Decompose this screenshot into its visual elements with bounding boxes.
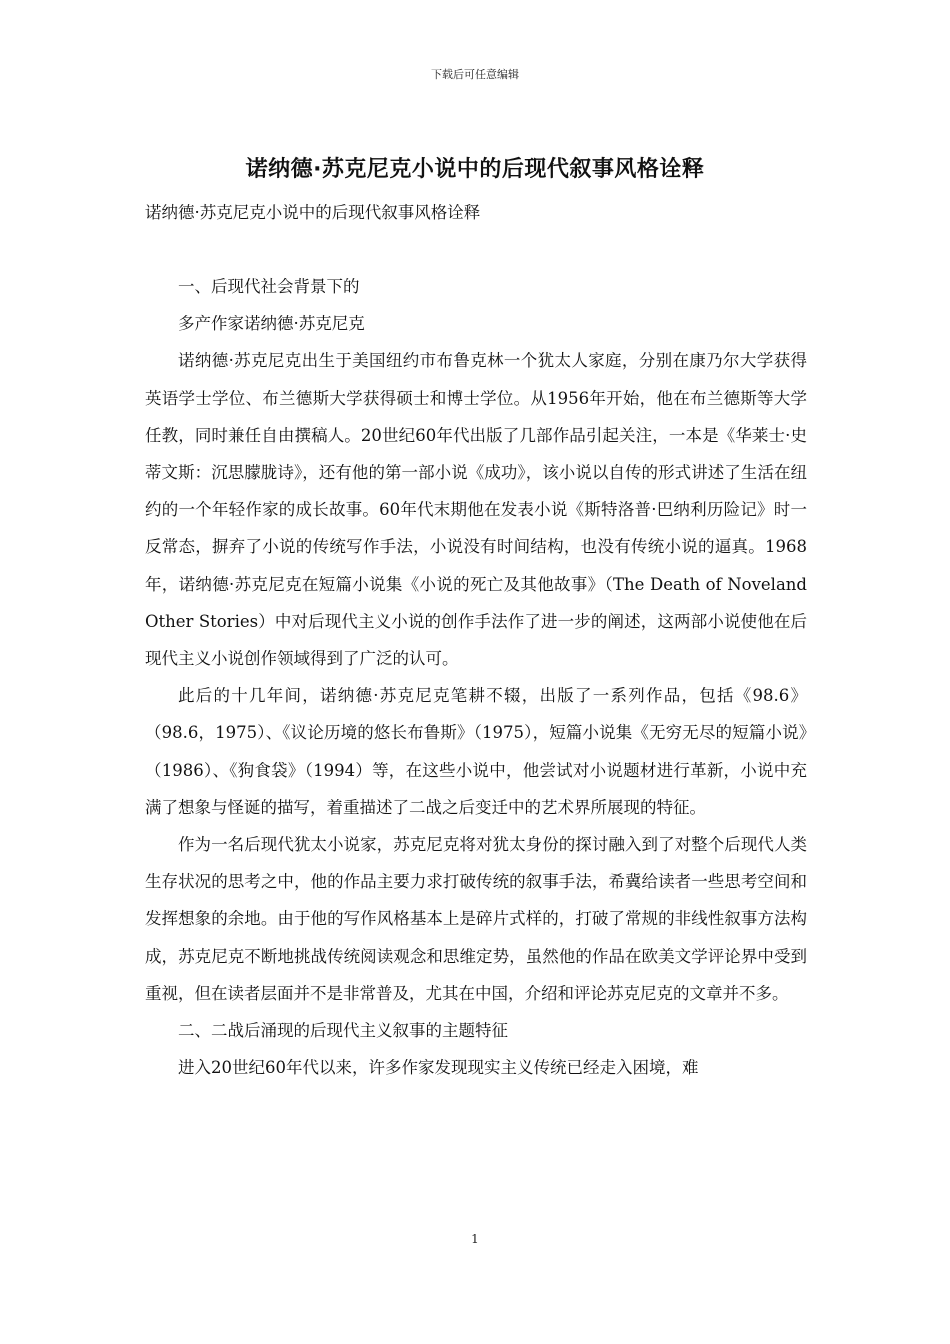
body-paragraph: 此后的十几年间，诺纳德·苏克尼克笔耕不辍，出版了一系列作品，包括《98.6》（98.6，1975）、《议论历境的悠长布鲁斯》（1975），短篇小说集《无穷无尽的短篇小说》（1986）、《狗食袋》（1994）等，在这些小说中，他尝试对小说题材进行革新，小说中充满了想象与怪诞的描写，着重描述了二战之后变迁中的艺术界所展现的特征。 xyxy=(145,686,807,817)
page-number: 1 xyxy=(471,1232,479,1246)
body-paragraph: 进入20世纪60年代以来，许多作家发现现实主义传统已经走入困境，难 xyxy=(178,1058,699,1078)
section-heading: 二、二战后涌现的后现代主义叙事的主题特征 xyxy=(178,1021,508,1041)
body-paragraph: 作为一名后现代犹太小说家，苏克尼克将对犹太身份的探讨融入到了对整个后现代人类生存状况的思考之中，他的作品主要力求打破传统的叙事手法，希冀给读者一些思考空间和发挥想象的余地。由于他的写作风格基本上是碎片式样的，打破了常规的非线性叙事方法构成，苏克尼克不断地挑战传统阅读观念和思维定势，虽然他的作品在欧美文学评论界中受到重视，但在读者层面并不是非常普及，尤其在中国，介绍和评论苏克尼克的文章并不多。 xyxy=(145,835,807,1003)
section-heading: 一、后现代社会背景下的 xyxy=(178,277,360,296)
section-subheading: 多产作家诺纳德·苏克尼克 xyxy=(178,314,365,334)
document-subtitle: 诺纳德·苏克尼克小说中的后现代叙事风格诠释 xyxy=(145,203,481,222)
document-title: 诺纳德·苏克尼克小说中的后现代叙事风格诠释 xyxy=(245,157,705,182)
body-paragraph: 诺纳德·苏克尼克出生于美国纽约市布鲁克林一个犹太人家庭，分别在康乃尔大学获得英语学士学位、布兰德斯大学获得硕士和博士学位。从1956年开始，他在布兰德斯等大学任教，同时兼任自由撰稿人。20世纪60年代出版了几部作品引起关注，一本是《华莱士·史蒂文斯：沉思朦胧诗》，还有他的第一部小说《成功》，该小说以自传的形式讲述了生活在纽约的一个年轻作家的成长故事。60年代末期他在发表小说《斯特洛普·巴纳利历险记》时一反常态，摒弃了小说的传统写作手法，小说没有时间结构，也没有传统小说的逼真。1968年，诺纳德·苏克尼克在短篇小说集《小说的死亡及其他故事》（The Death of Noveland Other Stories）中对后现代主义小说的创作手法作了进一步的阐述，这两部小说使他在后现代主义小说创作领域得到了广泛的认可。 xyxy=(145,351,807,669)
document-body xyxy=(145,268,807,1086)
page-header: 下载后可任意编辑 xyxy=(431,68,519,81)
